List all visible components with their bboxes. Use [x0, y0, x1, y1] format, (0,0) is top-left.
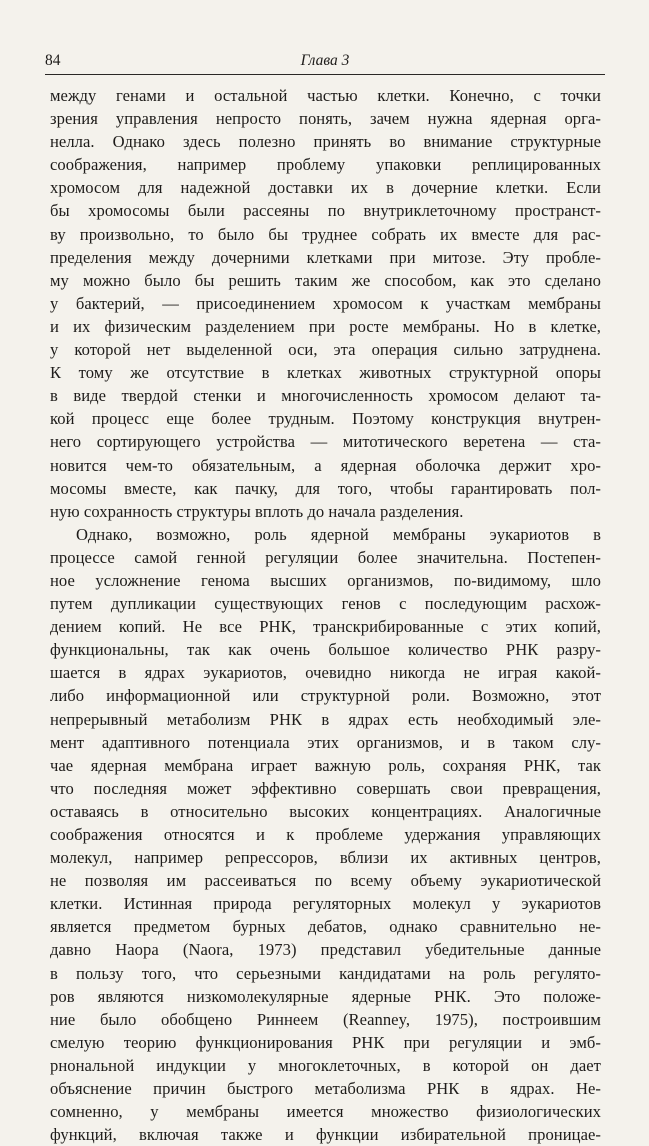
- text-line: в виде твердой стенки и многочисленность хромосом делают та-: [50, 386, 601, 406]
- text-line: новится чем-то обязательным, а ядерная оболочка держит хро-: [50, 455, 601, 475]
- text-line: путем дупликации существующих генов с последующим расхож-: [50, 594, 601, 614]
- text-line: между генами и остальной частью клетки. Конечно, с точки: [50, 86, 601, 105]
- text-line: оставаясь в относительно высоких концентрациях. Аналогичные: [50, 801, 601, 821]
- body-text: [50, 84, 601, 1146]
- text-line: зрения управления непросто понять, зачем нужна ядерная орга-: [50, 109, 601, 129]
- text-line: мент адаптивного потенциала этих организмов, и в таком слу-: [50, 732, 601, 752]
- text-line: соображения, например проблему упаковки реплицированных: [50, 155, 601, 175]
- text-line: у бактерий, — присоединением хромосом к участкам мембраны: [50, 293, 601, 313]
- text-line: ние было обобщено Риннеем (Reanney, 1975), построившим: [50, 1009, 601, 1029]
- text-line: хромосом для надежной доставки их в дочерние клетки. Если: [50, 178, 601, 198]
- text-line: в пользу того, что серьезными кандидатами на роль регулято-: [50, 963, 601, 983]
- text-line: соображения относятся и к проблеме удержания управляющих: [50, 825, 601, 844]
- text-line: него сортирующего устройства — митотического веретена — ста-: [50, 432, 601, 452]
- text-line: дением копий. Не все РНК, транскрибированные с этих копий,: [50, 617, 601, 637]
- text-line: не позволяя им рассеиваться по всему объему эукариотической: [50, 871, 601, 891]
- text-line: мосомы вместе, как пачку, для того, чтобы гарантировать пол-: [50, 478, 601, 498]
- text-line: процессе самой генной регуляции более значительна. Постепен-: [50, 547, 601, 567]
- text-line: объяснение причин быстрого метаболизма РНК в ядрах. Не-: [50, 1079, 601, 1099]
- text-line: клетки. Истинная природа регуляторных молекул у эукариотов: [50, 894, 601, 914]
- text-line: чае ядерная мембрана играет важную роль, сохраняя РНК, так: [50, 755, 601, 775]
- page-number: 84: [45, 52, 61, 69]
- text-line: давно Наора (Naora, 1973) представил убедительные данные: [50, 940, 601, 960]
- text-line: бы хромосомы были рассеяны по внутриклеточному пространст-: [50, 201, 601, 221]
- text-line: рнональной индукции у многоклеточных, в которой он дает: [50, 1055, 601, 1075]
- text-line: что последняя может эффективно совершать свои превращения,: [50, 778, 601, 798]
- text-line: му можно было бы решить таким же способом, как это сделано: [50, 270, 601, 290]
- text-line: ное усложнение генома высших организмов, по-видимому, шло: [50, 570, 601, 590]
- text-line: либо информационной или структурной роли. Возможно, этот: [50, 686, 601, 706]
- paragraph-start-line: Однако, возможно, роль ядерной мембраны эукариотов в: [76, 524, 601, 544]
- running-header: [45, 52, 605, 75]
- text-line: ров являются низкомолекулярные ядерные РНК. Это положе-: [50, 986, 601, 1006]
- text-line: является предметом бурных дебатов, однако сравнительно не-: [50, 917, 601, 937]
- text-line: сомненно, у мембраны имеется множество физиологических: [50, 1102, 601, 1122]
- text-line: кой процесс еще более трудным. Поэтому конструкция внутрен-: [50, 409, 601, 429]
- text-line: шается в ядрах эукариотов, очевидно никогда не играя какой-: [50, 663, 601, 683]
- text-line: смелую теорию функционирования РНК при регуляции и эмб-: [50, 1032, 601, 1052]
- text-line: нелла. Однако здесь полезно принять во внимание структурные: [50, 132, 601, 152]
- text-line: пределения между дочерними клетками при митозе. Эту пробле-: [50, 247, 601, 267]
- text-line: функциональны, так как очень большое количество РНК разру-: [50, 640, 601, 660]
- paragraph-end-line: ную сохранность структуры вплоть до начала разделения.: [50, 501, 464, 521]
- text-line: непрерывный метаболизм РНК в ядрах есть необходимый эле-: [50, 709, 601, 729]
- chapter-title: Глава 3: [300, 52, 350, 69]
- text-line: К тому же отсутствие в клетках животных структурной опоры: [50, 363, 601, 383]
- text-line: ву произвольно, то было бы труднее собрать их вместе для рас-: [50, 224, 601, 244]
- text-line: у которой нет выделенной оси, эта операция сильно затруднена.: [50, 340, 601, 360]
- text-line: молекул, например репрессоров, вблизи их активных центров,: [50, 848, 601, 868]
- text-line: функций, включая также и функции избирательной проницае-: [50, 1125, 601, 1145]
- text-line: и их физическим разделением при росте мембраны. Но в клетке,: [50, 316, 601, 336]
